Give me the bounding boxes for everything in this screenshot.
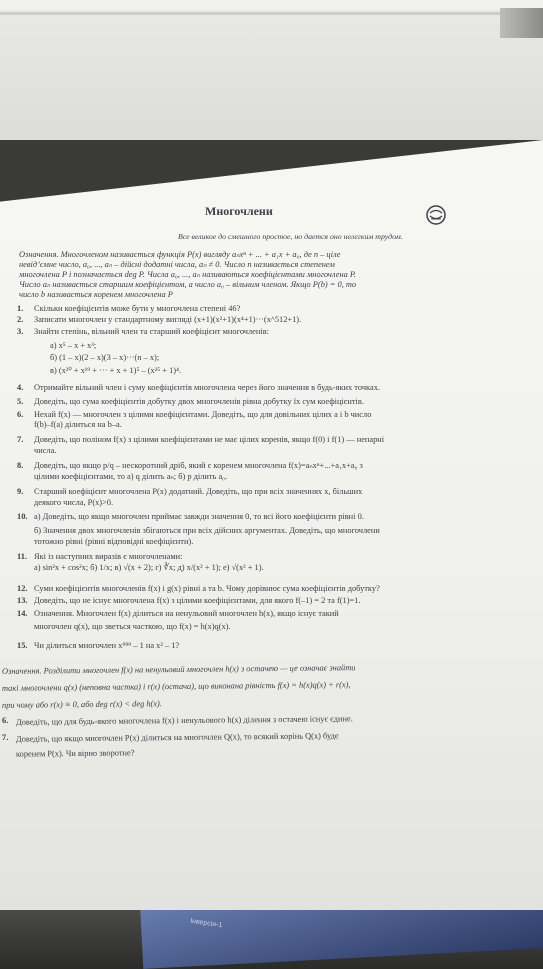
epigraph: Все великое до смешного простое, но дается оно нелегким трудом.	[178, 232, 403, 241]
item-text: Суми коефіцієнтів многочленів f(x) і g(x) рівні a та b. Чому дорівнює сума коефіцієнтів добутку?	[34, 584, 380, 593]
definition2-line: Означення. Розділити многочлен f(x) на ненульовий многочлен h(x) з остачею — це означає знайти	[1, 663, 356, 676]
item-number: 13.	[17, 596, 28, 605]
item-text: а) x⁵ – x + x³;	[50, 341, 97, 350]
item-text: многочлен q(x), що зветься часткою, що f(x) = h(x)q(x).	[34, 622, 231, 631]
item-text: Знайти степінь, вільний член та старший коефіцієнт многочленів:	[34, 327, 269, 336]
item-text: деякого числа, P(x)>0.	[34, 498, 114, 507]
item-number: 15.	[17, 641, 28, 650]
item-text: Нехай f(x) — многочлен з цілими коефіцієнтами. Доведіть, що для довільних цілих a і b число	[34, 410, 372, 419]
item-text: а) Доведіть, що якщо многочлен приймає завжди значення 0, то всі його коефіцієнти рівні 0.	[34, 512, 364, 521]
item-text: цілими коефіцієнтами, то а) q ділить aₙ; б) p ділить a₀.	[34, 472, 228, 481]
item-text: Доведіть, що якщо многочлен P(x) ділиться на многочлен Q(x), то всякий корінь Q(x) буде	[15, 731, 339, 744]
item-text: тотожно рівні (рівні відповідні коефіцієнти).	[34, 537, 194, 546]
definition-line: Означення. Многочленом називається функція P(x) вигляду aₙxⁿ + ... + a₁x + a₀, де n – ціле	[19, 250, 341, 259]
item-text: Доведіть, що якщо p/q – нескоротний дріб, який є коренем многочлена f(x)=aₙxⁿ+...+a₁x+a₀ з	[34, 461, 363, 470]
page-title: Многочлени	[205, 204, 273, 218]
definition-line: Число aₙ називається старшим коефіцієнтом, а число a₀ – вільним членом. Якщо P(b) = 0, то	[19, 280, 357, 289]
item-text: Доведіть, що не існує многочлена f(x) з цілими коефіцієнтами, для якого f(–1) = 2 та f(1)=1.	[34, 596, 361, 605]
strip-label: Інверсія-1	[189, 917, 223, 930]
item-number: 10.	[17, 512, 28, 521]
item-number: 5.	[17, 397, 24, 406]
item-text: Скільки коефіцієнтів може бути у многочлена степені 46?	[34, 304, 241, 313]
item-number: 7.	[1, 732, 9, 743]
definition-line: число b називається коренем многочлена P	[19, 290, 173, 299]
item-text: в) (x²⁰ + x¹⁹ + ··· + x + 1)⁵ – (x²⁵ + 1)⁴.	[50, 366, 182, 375]
item-text: Означення. Многочлен f(x) ділиться на ненульовий многочлен h(x), якщо існує такий	[34, 609, 339, 618]
item-text: числа.	[34, 446, 57, 455]
item-number: 9.	[17, 487, 24, 496]
item-number: 14.	[17, 609, 28, 618]
item-number: 2.	[17, 315, 24, 324]
item-text: Доведіть, що поліном f(x) з цілими коефіцієнтами не має цілих коренів, якщо f(0) і f(1) — непарні	[34, 435, 385, 444]
definition2-line: такі многочлени q(x) (неповна частка) і r(x) (остача), що виконана рівність f(x) = h(x)q(x) + r(x),	[1, 680, 351, 693]
item-text: Доведіть, що сума коефіцієнтів добутку двох многочленів рівна добутку їх сум коефіцієнтів.	[34, 397, 364, 406]
definition-line: невід’ємне число, a₀, ..., aₙ – дійсні додатні числа, aₙ ≠ 0. Число n називається степенем	[19, 260, 335, 269]
item-text: Які із наступних виразів є многочленами:	[34, 552, 183, 561]
definition2-line: при чому або r(x) ≡ 0, або deg r(x) < deg h(x).	[1, 699, 162, 710]
item-text: Доведіть, що для будь-якого многочлена f(x) і ненульового h(x) ділення з остачею існує єдине.	[15, 714, 353, 727]
item-number: 3.	[17, 327, 24, 336]
item-number: 6.	[1, 715, 9, 726]
item-text: Отримайте вільний член і суму коефіцієнтів многочлена через його значення в будь-яких точках.	[34, 383, 380, 392]
item-text: б) (1 – x)(2 – x)(3 – x)···(n – x);	[50, 353, 160, 362]
item-number: 7.	[17, 435, 24, 444]
item-number: 1.	[17, 304, 24, 313]
item-number: 6.	[17, 410, 24, 419]
item-number: 12.	[17, 584, 28, 593]
item-text: Старший коефіцієнт многочлена P(x) додатний. Доведіть, що при всіх значеннях x, більших	[34, 487, 363, 496]
item-text: Чи ділиться многочлен x⁹⁹⁹ – 1 на x² – 1?	[34, 641, 180, 650]
item-number: 4.	[17, 383, 24, 392]
item-number: 8.	[17, 461, 24, 470]
item-number: 11.	[17, 552, 28, 561]
item-text: а) sin²x + cos²x; б) 1/x; в) √(x + 2); г) ∛x; д) x/(x² + 1); е) √(x² + 1).	[34, 563, 264, 572]
definition-line: многочлена P і позначається deg P. Числа a₀, ..., aₙ називаються коефіцієнтами многочлена P.	[19, 270, 357, 279]
item-text: коренем P(x). Чи вірно зворотне?	[15, 748, 135, 759]
item-text: б) Значення двох многочленів збігаються при всіх дійсних аргументах. Доведіть, що многочлени	[34, 526, 380, 535]
item-text: Записати многочлен у стандартному вигляді (x+1)(x²+1)(x⁴+1)···(x^512+1).	[34, 315, 302, 324]
item-text: f(b)–f(a) ділиться на b–a.	[34, 420, 122, 429]
